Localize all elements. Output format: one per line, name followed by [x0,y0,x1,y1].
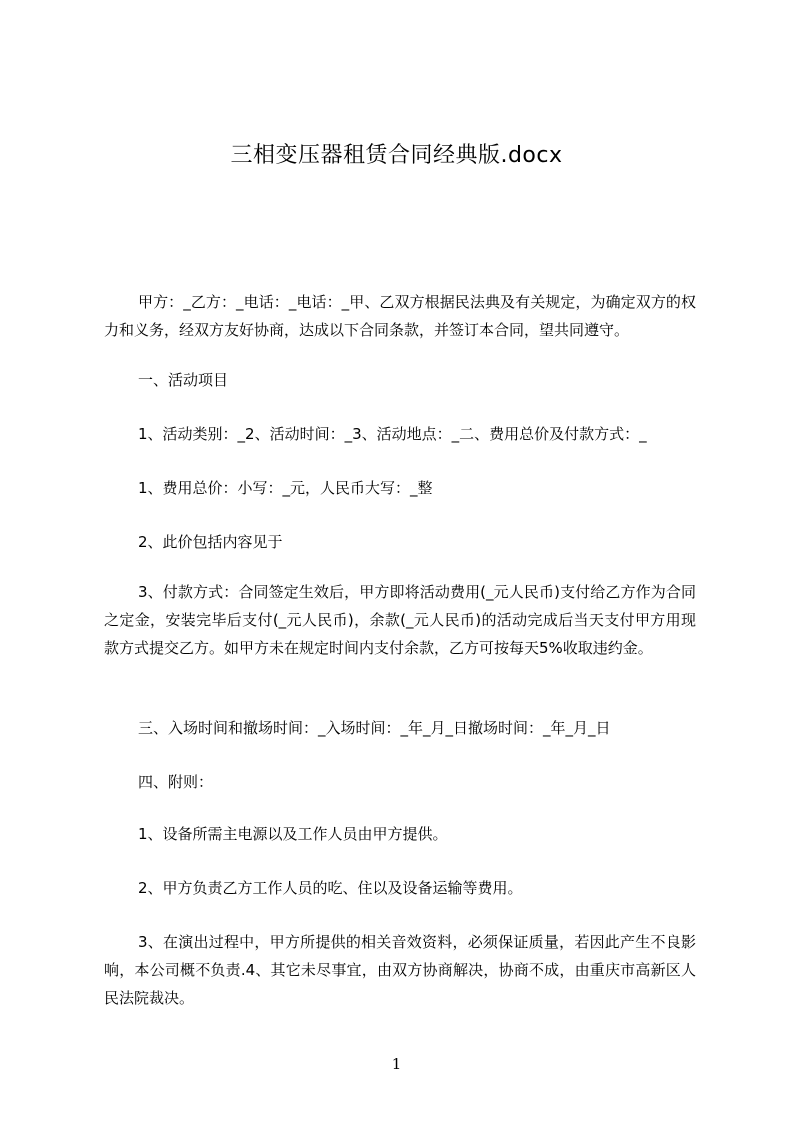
paragraph-audio-quality: 3、在演出过程中，甲方所提供的相关音效资料，必须保证质量，若因此产生不良影响，本公司概不负责.4、其它未尽事宜，由双方协商解决，协商不成，由重庆市高新区人民法院裁决。 [104,933,696,1007]
section-heading-appendix: 四、附则： [138,773,214,791]
paragraph-power-supply: 1、设备所需主电源以及工作人员由甲方提供。 [138,825,448,843]
paragraph-total-price: 1、费用总价：小写：_元，人民币大写：_整 [138,479,433,497]
page-number: 1 [391,1055,402,1073]
section-heading-entry-exit: 三、入场时间和撤场时间：_入场时间：_年_月_日撤场时间：_年_月_日 [138,719,611,737]
paragraph-payment-method: 3、付款方式：合同签定生效后，甲方即将活动费用(_元人民币)支付给乙方作为合同之定金，安装完毕后支付(_元人民币)，余款(_元人民币)的活动完成后当天支付甲方用现款方式提交乙方。如甲方未在规定时间内支付余款，乙方可按每天5%收取违约金。 [104,583,696,657]
paragraph-expenses: 2、甲方负责乙方工作人员的吃、住以及设备运输等费用。 [138,879,523,897]
paragraph-price-includes: 2、此价包括内容见于 [138,533,283,551]
section-heading-activity: 一、活动项目 [138,371,229,389]
paragraph-activity-details: 1、活动类别：_2、活动时间：_3、活动地点：_二、费用总价及付款方式：_ [138,425,647,443]
paragraph-parties: 甲方：_乙方：_电话：_电话：_甲、乙双方根据民法典及有关规定，为确定双方的权力和义务，经双方友好协商，达成以下合同条款，并签订本合同，望共同遵守。 [104,293,696,339]
document-title: 三相变压器租赁合同经典版.docx [230,143,563,168]
